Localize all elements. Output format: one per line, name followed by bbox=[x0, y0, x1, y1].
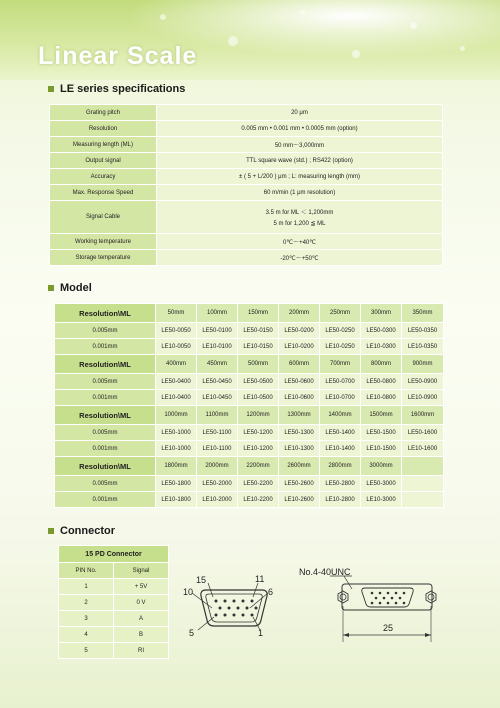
dimension-25-label: 25 bbox=[383, 623, 394, 633]
pin-signal-cell: RI bbox=[114, 643, 169, 659]
model-length-cell: 2800mm bbox=[320, 457, 361, 476]
model-length-cell: 3000mm bbox=[361, 457, 402, 476]
spec-row bbox=[50, 250, 443, 266]
spec-value bbox=[157, 201, 443, 234]
pin-number-cell: 4 bbox=[59, 627, 114, 643]
spec-label: Signal Cable bbox=[50, 201, 157, 234]
pin-number-cell: 5 bbox=[59, 643, 114, 659]
model-part-cell: LE10-0250 bbox=[320, 339, 361, 355]
spec-value bbox=[157, 153, 443, 169]
model-length-cell: 1800mm bbox=[156, 457, 197, 476]
page-title: Linear Scale bbox=[38, 42, 198, 70]
screw-callout-label: No.4-40UNC bbox=[299, 567, 351, 577]
model-part-cell: LE50-0350 bbox=[402, 323, 444, 339]
pin-label-5: 5 bbox=[189, 628, 195, 638]
model-part-cell: LE10-2200 bbox=[238, 492, 279, 508]
pin-signal-cell: + 5V bbox=[114, 579, 169, 595]
signal-col-header: Signal bbox=[114, 563, 169, 579]
pin-row bbox=[59, 627, 169, 643]
pin-signal-cell: A bbox=[114, 611, 169, 627]
spec-label: Grating pitch bbox=[50, 105, 157, 121]
pin-table bbox=[58, 545, 169, 659]
model-part-cell: LE50-0100 bbox=[197, 323, 238, 339]
model-part-cell: LE50-0450 bbox=[197, 374, 238, 390]
model-part-cell: LE10-1500 bbox=[361, 441, 402, 457]
model-part-cell: LE10-0050 bbox=[156, 339, 197, 355]
spec-value-line: -20℃～+50℃ bbox=[280, 256, 319, 262]
model-part-cell: LE10-0800 bbox=[361, 390, 402, 406]
model-part-cell: LE10-0200 bbox=[279, 339, 320, 355]
bullet-square-icon bbox=[48, 86, 54, 92]
model-part-cell: LE50-0150 bbox=[238, 323, 279, 339]
pin-signal-cell: B bbox=[114, 627, 169, 643]
model-part-cell: LE50-0400 bbox=[156, 374, 197, 390]
spec-label: Accuracy bbox=[50, 169, 157, 185]
model-part-cell: LE50-1300 bbox=[279, 425, 320, 441]
model-row bbox=[55, 390, 444, 406]
model-length-cell: 2000mm bbox=[197, 457, 238, 476]
model-part-cell: LE10-0100 bbox=[197, 339, 238, 355]
model-row bbox=[55, 323, 444, 339]
spec-label: Output signal bbox=[50, 153, 157, 169]
model-part-cell: LE10-1400 bbox=[320, 441, 361, 457]
model-length-cell: 2600mm bbox=[279, 457, 320, 476]
spec-label: Working temperature bbox=[50, 234, 157, 250]
model-part-cell: LE10-0350 bbox=[402, 339, 444, 355]
model-part-cell: LE50-2600 bbox=[279, 476, 320, 492]
spec-row bbox=[50, 105, 443, 121]
spec-value bbox=[157, 250, 443, 266]
model-part-cell: LE10-1000 bbox=[156, 441, 197, 457]
spec-value bbox=[157, 121, 443, 137]
model-part-cell: LE50-0200 bbox=[279, 323, 320, 339]
model-row bbox=[55, 476, 444, 492]
model-part-cell: LE50-0800 bbox=[361, 374, 402, 390]
model-row bbox=[55, 374, 444, 390]
model-resolution-cell: 0.001mm bbox=[55, 492, 156, 508]
model-length-cell: 2200mm bbox=[238, 457, 279, 476]
model-row bbox=[55, 441, 444, 457]
model-resolution-cell: 0.005mm bbox=[55, 323, 156, 339]
model-part-cell: LE10-3000 bbox=[361, 492, 402, 508]
model-part-cell: LE50-0700 bbox=[320, 374, 361, 390]
model-length-cell: 1100mm bbox=[197, 406, 238, 425]
model-length-cell: 100mm bbox=[197, 304, 238, 323]
model-part-cell: LE10-0150 bbox=[238, 339, 279, 355]
pin-label-6: 6 bbox=[268, 587, 274, 597]
model-part-cell: LE50-0600 bbox=[279, 374, 320, 390]
model-part-cell: LE50-0500 bbox=[238, 374, 279, 390]
spec-row bbox=[50, 201, 443, 234]
model-length-cell: 600mm bbox=[279, 355, 320, 374]
model-part-cell: LE50-0250 bbox=[320, 323, 361, 339]
model-length-cell: 500mm bbox=[238, 355, 279, 374]
spec-value-line: 3.5 m for ML ＜ 1,200mm bbox=[265, 210, 334, 216]
spec-table bbox=[49, 104, 443, 266]
spec-row bbox=[50, 185, 443, 201]
model-length-cell: 350mm bbox=[402, 304, 444, 323]
model-part-cell: LE50-1400 bbox=[320, 425, 361, 441]
model-length-cell: 200mm bbox=[279, 304, 320, 323]
model-part-cell: LE10-1800 bbox=[156, 492, 197, 508]
model-part-cell: LE10-0700 bbox=[320, 390, 361, 406]
model-part-cell: LE10-1300 bbox=[279, 441, 320, 457]
model-part-cell: LE50-1800 bbox=[156, 476, 197, 492]
spec-value bbox=[157, 234, 443, 250]
model-part-cell: LE10-2600 bbox=[279, 492, 320, 508]
model-part-cell: LE50-2800 bbox=[320, 476, 361, 492]
model-header-label: Resolution\ML bbox=[55, 304, 156, 323]
model-resolution-cell: 0.001mm bbox=[55, 339, 156, 355]
model-part-cell: LE10-2000 bbox=[197, 492, 238, 508]
model-length-cell: 700mm bbox=[320, 355, 361, 374]
spec-value-line: TTL square wave (std.) ; RS422 (option) bbox=[246, 157, 353, 164]
header-banner bbox=[0, 0, 500, 80]
pin-signal-cell: 0 V bbox=[114, 595, 169, 611]
model-part-cell: LE10-2800 bbox=[320, 492, 361, 508]
pin-label-1: 1 bbox=[258, 628, 264, 638]
model-length-cell: 50mm bbox=[156, 304, 197, 323]
pin-col-header: PIN No. bbox=[59, 563, 114, 579]
model-header-row bbox=[55, 355, 444, 374]
model-header-row bbox=[55, 304, 444, 323]
model-part-cell: LE10-0400 bbox=[156, 390, 197, 406]
model-header-label: Resolution\ML bbox=[55, 355, 156, 374]
model-header-label: Resolution\ML bbox=[55, 406, 156, 425]
pin-row bbox=[59, 579, 169, 595]
model-part-cell: LE50-1100 bbox=[197, 425, 238, 441]
model-part-cell: LE10-1600 bbox=[402, 441, 444, 457]
model-part-cell: LE10-0450 bbox=[197, 390, 238, 406]
pin-row bbox=[59, 595, 169, 611]
model-length-cell: 400mm bbox=[156, 355, 197, 374]
model-part-cell: LE50-1600 bbox=[402, 425, 444, 441]
pin-number-cell: 3 bbox=[59, 611, 114, 627]
model-length-cell: 1000mm bbox=[156, 406, 197, 425]
spec-label: Measuring length (ML) bbox=[50, 137, 157, 153]
model-length-cell: 1300mm bbox=[279, 406, 320, 425]
spec-label: Max. Response Speed bbox=[50, 185, 157, 201]
model-part-cell: LE50-3000 bbox=[361, 476, 402, 492]
model-part-cell: LE50-1500 bbox=[361, 425, 402, 441]
model-part-cell: LE10-1100 bbox=[197, 441, 238, 457]
model-length-cell: 450mm bbox=[197, 355, 238, 374]
model-part-cell: LE50-2200 bbox=[238, 476, 279, 492]
model-length-cell: 1400mm bbox=[320, 406, 361, 425]
model-header-row bbox=[55, 406, 444, 425]
spec-row bbox=[50, 169, 443, 185]
model-part-cell: LE50-1000 bbox=[156, 425, 197, 441]
model-part-cell: LE10-0900 bbox=[402, 390, 444, 406]
model-header-row bbox=[55, 457, 444, 476]
model-length-cell: 1200mm bbox=[238, 406, 279, 425]
spec-label: Resolution bbox=[50, 121, 157, 137]
connector-front-drawing bbox=[180, 570, 285, 642]
model-length-cell: 250mm bbox=[320, 304, 361, 323]
pin-row bbox=[59, 643, 169, 659]
model-resolution-cell: 0.005mm bbox=[55, 374, 156, 390]
spec-row bbox=[50, 121, 443, 137]
spec-value-line: 20 μm bbox=[291, 109, 308, 116]
model-length-cell: 1500mm bbox=[361, 406, 402, 425]
spec-row bbox=[50, 234, 443, 250]
spec-value bbox=[157, 185, 443, 201]
model-resolution-cell: 0.001mm bbox=[55, 390, 156, 406]
spec-row bbox=[50, 153, 443, 169]
model-heading: Model bbox=[48, 282, 92, 294]
model-part-cell: LE10-0500 bbox=[238, 390, 279, 406]
spec-value-line: ± ( 5 + L/200 ) μm ; L: measuring length (mm) bbox=[239, 173, 360, 180]
spec-value-line: 0.005 mm • 0.001 mm • 0.0005 mm (option) bbox=[241, 125, 358, 132]
bullet-square-icon bbox=[48, 285, 54, 291]
model-length-cell: 800mm bbox=[361, 355, 402, 374]
pin-table-title: 15 PD Connector bbox=[59, 546, 169, 563]
spec-value-line: 5 m for 1,200 ≦ ML bbox=[273, 221, 326, 227]
model-part-cell: LE10-0300 bbox=[361, 339, 402, 355]
model-resolution-cell: 0.005mm bbox=[55, 425, 156, 441]
model-header-label: Resolution\ML bbox=[55, 457, 156, 476]
model-part-cell: LE50-1200 bbox=[238, 425, 279, 441]
model-part-cell: LE50-0300 bbox=[361, 323, 402, 339]
model-row bbox=[55, 425, 444, 441]
model-resolution-cell: 0.001mm bbox=[55, 441, 156, 457]
model-part-cell: LE10-1200 bbox=[238, 441, 279, 457]
model-length-cell bbox=[402, 457, 444, 476]
model-part-cell: LE10-0600 bbox=[279, 390, 320, 406]
pin-number-cell: 1 bbox=[59, 579, 114, 595]
connector-heading: Connector bbox=[48, 525, 115, 537]
model-row bbox=[55, 339, 444, 355]
spec-value bbox=[157, 169, 443, 185]
model-length-cell: 150mm bbox=[238, 304, 279, 323]
bullet-square-icon bbox=[48, 528, 54, 534]
spec-row bbox=[50, 137, 443, 153]
model-table bbox=[54, 303, 444, 508]
specs-heading: LE series specifications bbox=[48, 83, 185, 95]
model-row bbox=[55, 492, 444, 508]
pin-row bbox=[59, 611, 169, 627]
pin-number-cell: 2 bbox=[59, 595, 114, 611]
model-length-cell: 300mm bbox=[361, 304, 402, 323]
spec-value-line: 50 mm～3,000mm bbox=[274, 143, 325, 149]
spec-value bbox=[157, 137, 443, 153]
pin-label-10: 10 bbox=[183, 587, 194, 597]
model-length-cell: 1600mm bbox=[402, 406, 444, 425]
pin-label-11: 11 bbox=[255, 574, 265, 584]
model-part-cell bbox=[402, 492, 444, 508]
spec-value-line: 0℃～+40℃ bbox=[283, 240, 316, 246]
model-resolution-cell: 0.005mm bbox=[55, 476, 156, 492]
model-part-cell bbox=[402, 476, 444, 492]
model-part-cell: LE50-0050 bbox=[156, 323, 197, 339]
spec-value bbox=[157, 105, 443, 121]
pin-label-15: 15 bbox=[196, 575, 207, 585]
model-part-cell: LE50-2000 bbox=[197, 476, 238, 492]
spec-label: Storage temperature bbox=[50, 250, 157, 266]
model-length-cell: 900mm bbox=[402, 355, 444, 374]
spec-value-line: 60 m/min (1 μm resolution) bbox=[263, 189, 336, 196]
model-part-cell: LE50-0900 bbox=[402, 374, 444, 390]
